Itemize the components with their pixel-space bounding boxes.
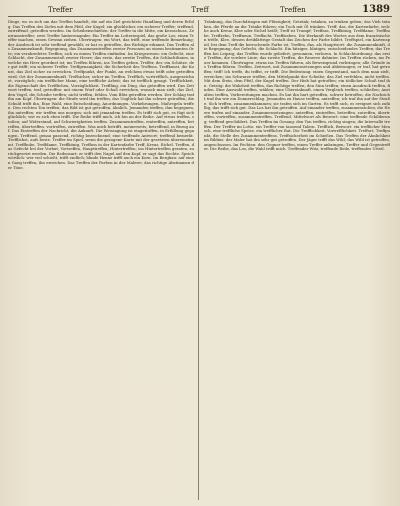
left-running-head: Treffer	[48, 6, 73, 14]
page-number: 1389	[362, 4, 390, 15]
column-divider	[198, 20, 199, 500]
left-column-text: Dinge, wo es sich um das Treffen handelt; die auf ein Ziel gerichtete Handlung und deren Erfolg. Das Treffen des Zieles mit dem Pfeil, der Kugel; ein glücklicher, ein sicherer Treffer; treffend, zutreffend, getroffen werden. Im Scheibenschießen: der Treffer in die Mitte, ein Kernschuss, Zentrumstreffer; zwei Treffer hintereinander. Ein Treffer im Lotteriespiel, das große Los; einen Treffer machen, einen Gewinn ziehen. Übertragen: ein Wort, das trifft, eine treffende Bemerkung; der Ausdruck ist sehr treffend gewählt; er hat es getroffen, das Richtige erkannt. Das Treffen als Zusammenkunft, Begegnung, das Zusammentreffen zweier Personen an einem bestimmten Orte; ein verabredetes Treffen; sich zu einem Treffen einfinden. Im Kriegswesen: ein Gefecht, eine Schlacht, der Zusammenstoß zweier Heere; das erste, das zweite Treffen, die Schlachtlinien, in welche ein Heer geordnet ist; ins Treffen führen, ins Treffen gehen. Treffer, der, ein Schütze, der gut trifft; ein sicherer Treffer. Treffgenauigkeit, die Sicherheit des Treffens. Treffkunst, die Kunst, das Ziel sicher zu erreichen. Treffpunkt, der Punkt, an welchem etwas trifft oder getroffen wird; Ort der Zusammenkunft. Treffsicher, sicher im Treffen. Trefflich, vortrefflich, ausgezeichnet, vorzüglich; ein trefflicher Mann, eine treffliche Arbeit; das ist trefflich gesagt. Trefflichkeit, die Eigenschaft des Trefflichen, Vorzüglichkeit. Treffling, ein Ding, das getroffen wird. Das Zeitwort treffen, traf, getroffen: mit einem Wurf oder Schuß erreichen, wonach man zielt; das Ziel, den Vogel, die Scheibe treffen; nicht treffen, fehlen. Vom Blitz getroffen werden. Der Schlag traf ihn am Kopf. Übertragen: die Strafe wird ihn treffen; das Unglück hat ihn schwer getroffen; die Schuld trifft ihn. Eine Wahl, eine Entscheidung, Anordnungen, Vorkehrungen, Maßregeln treffen. Den rechten Ton treffen; das Bild ist gut getroffen, ähnlich. Jemanden treffen, ihm begegnen, ihn antreffen; wir treffen uns morgen; sich mit jemandem treffen. Es trifft sich gut, es fügt sich glücklich; wie es sich eben trifft. Die Reihe trifft mich, ich bin an der Reihe. Auf etwas treffen, stoßen; auf Widerstand, auf Schwierigkeiten treffen. Zusammentreffen, eintreffen, antreffen, betreffen, übertreffen, vortreffen, zutreffen. Was mich betrifft, meinerseits; betreffend, in Bezug auf. Das Eintreffen der Nachricht, die Ankunft. Die Weissagung ist eingetroffen, in Erfüllung gegangen. Treffend, genau passend, richtig bezeichnend; eine treffende Antwort; treffend bemerkt. Trefflichst, aufs beste. Treffer im Spiel, wenn die gezogene Karte mit der gesetzten übereinstimmt. Treffbube, Treffdame, Treffkönig, Treffass in der Kartenfarbe Treff, Kreuz, Eichel. Treffen, das Gefecht bei der Vorhut; Vortreffen, Haupttreffen, Hintertreffen; ins Hintertreffen geraten, zurückgesetzt werden. Die Redensart: er trifft den Nagel auf den Kopf, er sagt das Rechte. Sprichwörtlich: wer viel schießt, trifft endlich; blinde Henne trifft auch ein Korn. Im Bergbau: auf einen Gang treffen, ihn erreichen. Das Treffen der Farben in der Malerei, das richtige Abstimmen der Töne.	[8, 20, 194, 170]
right-running-head: Treffen	[280, 6, 306, 14]
right-column-text: Tränkung, das Durchdringen mit Flüssigkeit; Getränk; tränken, zu trinken geben; das Vieh tränken, die Pferde an die Tränke führen; ein Tuch mit Öl tränken. Treff, das, die Kartenfarbe, welche auch Kreuz, Klee oder Eichel heißt; Treff ist Trumpf; Treffass, Treffkönig, Treffdame, Treffbube, Treffzehn, Treffneun, Treffacht, Treffsieben. Die Herkunft des Wortes aus dem französischen trèfle, Klee, dessen dreiblättrige Gestalt das Zeichen der Farbe bildet. Treffspiel, ein Kartenspiel, bei dem Treff die herrschende Farbe ist. Treffen, das, als Hauptwort: die Zusammenkunft, die Begegnung; das Gefecht, die Schlacht. Ein hitziges, blutiges, entscheidendes Treffen; das Treffen bei Leipzig; das Treffen wurde geliefert, gewonnen, verloren. In Schlachtordnung: das erste Treffen, die vordere Linie; das zweite Treffen, die Reserve dahinter. Ins Treffen rücken, ins Feuer kommen. Übertragen: etwas ins Treffen führen, als Beweisgrund vorbringen; alle Gründe ins Treffen führen. Treffen, Zeitwort, mit Zusammensetzungen und Ableitungen; er traf, hat getroffen; triff! Ich treffe, du triffst, er trifft. Die Bedeutung: einen Gegenstand, nach dem man zielt, erreichen; ins Schwarze treffen, den Mittelpunkt der Scheibe; das Ziel verfehlen, nicht treffen. Mit dem Stein, dem Pfeil, der Kugel treffen. Der Hieb hat getroffen; ein tödlicher Schuß traf ihn. Geistig: die Wahrheit treffen, das Richtige treffen; den Sinn treffen; einen Ausdruck treffen, finden. Eine Auswahl treffen, wählen; eine Übereinkunft, einen Vergleich treffen, schließen; Anstalten treffen, Vorbereitungen machen. Es hat ihn hart getroffen, schwer betroffen; die Nachricht traf ihn wie ein Donnerschlag. Jemanden zu Hause treffen, antreffen; ich traf ihn auf der Straße. Sich treffen, zusammenkommen; sie trafen sich im Garten. Es trifft sich, es ereignet sich zufällig; das trifft sich gut. Das Los hat ihn getroffen. Auf einander treffen, zusammenstoßen; die Heere trafen auf einander. Zusammensetzungen: antreffen, eintreffen, betreffen, zutreffen, übertreffen, vortreffen, zusammentreffen. Treffend, Mittelwort als Beiwort: eine treffende Schilderung; treffend geschildert. Das Treffen im Gesang: den Ton treffen, richtig singen; die Intervalle treffen. Der Treffer im Lotto: ein Treffer von tausend Talern. Trefflich, Beiwort: ein trefflicher Mensch, eine treffliche Speise, ein trefflicher Rat. Die Trefflichkeit, Vortrefflichkeit. Treffort, Treffpunkt, die Stelle des Zusammentreffens. Treffsicherheit im Schießen. Das Treffen der Ähnlichkeit im Bildnis: der Maler hat ihn sehr gut getroffen. Der Jäger trifft das Wild; das Wild ist getroffen, angeschossen. Im Fechten: den Gegner treffen, einen Treffer anbringen; Treffer und Gegentreffer. Die Reihe, das Los, die Wahl trifft mich. Treffender Witz, treffende Rede, treffendes Urteil.	[204, 20, 390, 152]
header-rule	[8, 16, 392, 17]
center-running-head: Treff	[191, 6, 209, 14]
